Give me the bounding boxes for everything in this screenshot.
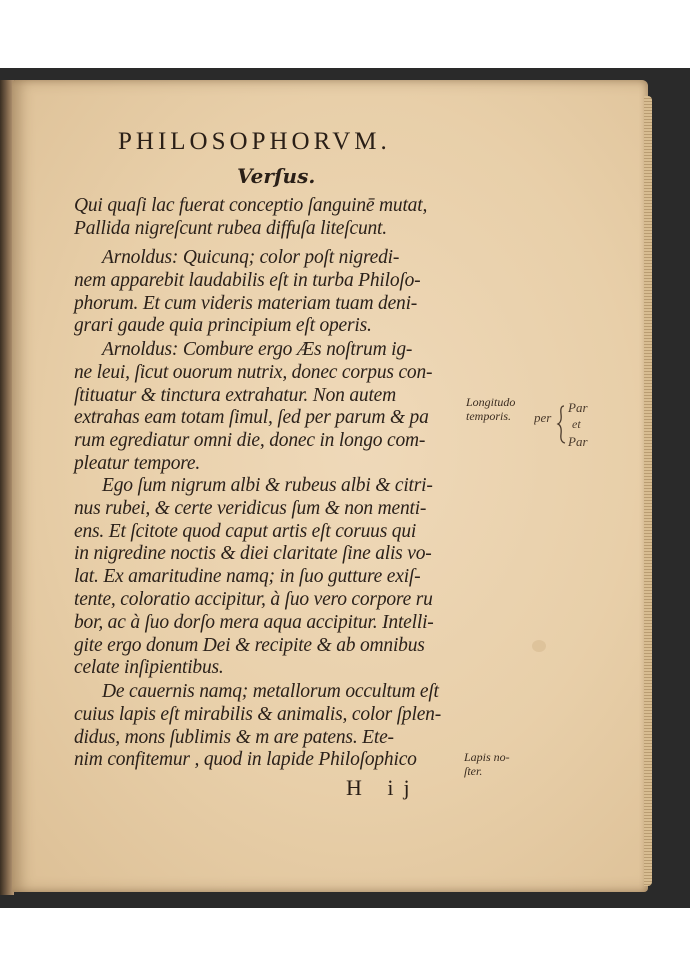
paragraph-arnoldus-2 (74, 339, 464, 476)
section-heading: Verſus. (237, 164, 316, 188)
margin-note-longitudo (466, 395, 536, 423)
handwritten-text: et (572, 417, 581, 431)
verse-line: Pallida nigreſcunt rubea diffuſa liteſcunt. (74, 217, 387, 239)
paragraph-ego-sum (74, 475, 464, 680)
text-line: nim confitemur , quod in lapide Philoſophico (74, 749, 417, 771)
text-line: nus rubei, & certe veridicus ſum & non menti- (74, 497, 427, 519)
signature-mark: H ij (346, 775, 420, 800)
text-line: didus, mons ſublimis & m are patens. Ete- (74, 726, 394, 748)
handwritten-text: Par (568, 400, 588, 415)
text-line: in nigredine noctis & diei claritate ſine alis vo- (74, 543, 432, 565)
brace-icon (558, 406, 565, 443)
text-line: lat. Ex amaritudine namq; in ſuo gutture exiſ- (74, 566, 421, 588)
paragraph-arnoldus-1 (74, 247, 464, 338)
margin-note-line: Longitudo (466, 395, 516, 409)
margin-note-lapis (464, 750, 534, 778)
handwritten-text: Par (568, 434, 588, 449)
text-line: tente, coloratio accipitur, à ſuo vero corpore ru (74, 588, 433, 610)
text-line: pleatur tempore. (74, 452, 201, 474)
running-head: PHILOSOPHORVM. (118, 128, 391, 155)
verse-line: Qui quaſi lac fuerat conceptio ſanguinē mutat, (74, 195, 428, 216)
text-line: cuius lapis eſt mirabilis & animalis, color ſplen- (74, 703, 441, 725)
text-line: ens. Et ſcitote quod caput artis eſt coruus qui (74, 520, 417, 542)
margin-note-line: temporis. (466, 409, 511, 423)
verse (74, 195, 464, 241)
handwritten-text: per (534, 410, 552, 425)
text-line: nem apparebit laudabilis eſt in turba Philoſo- (74, 269, 421, 291)
page-edge (644, 96, 652, 886)
text-line: Arnoldus: Combure ergo Æs noſtrum ig- (102, 339, 413, 360)
text-line: ne leui, ſicut ouorum nutrix, donec corpus con- (74, 361, 433, 383)
text-line: grari gaude quia principium eſt operis. (74, 315, 372, 337)
text-line: celate inſipientibus. (74, 657, 224, 679)
text-line: gite ergo donum Dei & recipite & ab omnibus (74, 634, 425, 656)
text-line: extrahas eam totam ſimul, ſed per parum & pa (74, 407, 429, 429)
text-line: Ego ſum nigrum albi & rubeus albi & citri- (102, 475, 433, 496)
text-line: bor, ac à ſuo dorſo mera aqua accipitur. Intelli- (74, 611, 434, 633)
margin-note-line: Lapis no- (464, 750, 510, 764)
text-line: rum egrediatur omni die, donec in longo com- (74, 430, 426, 452)
paragraph-de-cauernis (74, 681, 464, 772)
handwritten-annotation (534, 398, 624, 458)
text-line: De cauernis namq; metallorum occultum eſt (102, 681, 439, 702)
text-line: phorum. Et cum videris materiam tuam deni- (74, 292, 418, 314)
text-line: ſtituatur & tinctura extrahatur. Non autem (74, 384, 397, 406)
text-line: Arnoldus: Quicunq; color poſt nigredi- (102, 247, 400, 268)
margin-note-line: ſter. (464, 764, 483, 778)
